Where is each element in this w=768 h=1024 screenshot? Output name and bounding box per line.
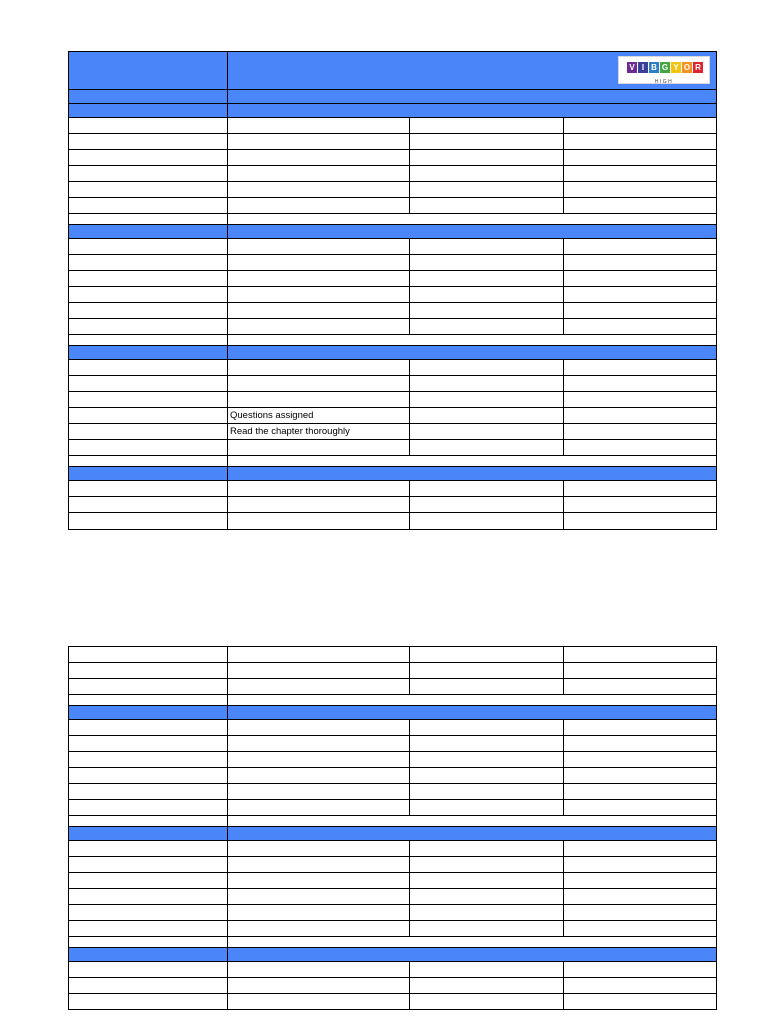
table-row bbox=[69, 319, 716, 335]
table-row bbox=[69, 978, 716, 994]
planner-sheet-1 bbox=[68, 51, 717, 530]
table-row bbox=[69, 873, 716, 889]
logo-letter-r: R bbox=[693, 62, 703, 73]
table-row bbox=[69, 994, 716, 1010]
spacer-row bbox=[69, 456, 716, 467]
table-row bbox=[69, 962, 716, 978]
table-row bbox=[69, 440, 716, 456]
logo-letter-o: O bbox=[683, 63, 691, 72]
table-row bbox=[69, 663, 716, 679]
table-row bbox=[69, 255, 716, 271]
table-row bbox=[69, 424, 716, 440]
logo-letter-g: G bbox=[661, 63, 669, 72]
spacer-row bbox=[69, 937, 716, 948]
spacer-row bbox=[69, 335, 716, 346]
spacer-row bbox=[69, 214, 716, 225]
table-row bbox=[69, 271, 716, 287]
table-row bbox=[69, 376, 716, 392]
table-row bbox=[69, 182, 716, 198]
table-row bbox=[69, 198, 716, 214]
table-row bbox=[69, 513, 716, 529]
table-row bbox=[69, 287, 716, 303]
header-cell-right bbox=[228, 52, 716, 89]
table-row bbox=[69, 857, 716, 873]
table-row bbox=[69, 647, 716, 663]
table-row bbox=[69, 720, 716, 736]
task-cell[interactable]: Questions assigned bbox=[228, 408, 410, 423]
table-row bbox=[69, 784, 716, 800]
section-header-row bbox=[69, 467, 716, 481]
table-row bbox=[69, 679, 716, 695]
table-row bbox=[69, 481, 716, 497]
table-row bbox=[69, 303, 716, 319]
table-row bbox=[69, 905, 716, 921]
logo-letter-v: V bbox=[627, 62, 637, 73]
table-row bbox=[69, 752, 716, 768]
section-header-row bbox=[69, 225, 716, 239]
table-row bbox=[69, 392, 716, 408]
spacer-row bbox=[69, 816, 716, 827]
section-header-row bbox=[69, 827, 716, 841]
table-row bbox=[69, 150, 716, 166]
logo-letter-y: Y bbox=[671, 62, 681, 73]
table-row bbox=[69, 889, 716, 905]
table-row bbox=[69, 497, 716, 513]
task-cell[interactable]: Read the chapter thoroughly bbox=[228, 424, 410, 439]
logo-letter-b: B bbox=[649, 62, 659, 73]
table-row bbox=[69, 768, 716, 784]
table-row bbox=[69, 841, 716, 857]
logo-letters bbox=[627, 62, 703, 73]
table-row bbox=[69, 800, 716, 816]
logo-subtitle: HIGH bbox=[654, 79, 674, 85]
spacer-row bbox=[69, 695, 716, 706]
section-header-row bbox=[69, 948, 716, 962]
title-header-row bbox=[69, 52, 716, 90]
table-row bbox=[69, 921, 716, 937]
logo-letter-i: I bbox=[638, 62, 648, 73]
table-row bbox=[69, 134, 716, 150]
planner-sheet-2 bbox=[68, 646, 717, 1010]
section-header-row bbox=[69, 706, 716, 720]
vibgyor-high-logo bbox=[618, 56, 710, 84]
section-header-row bbox=[69, 104, 716, 118]
table-row bbox=[69, 239, 716, 255]
table-row bbox=[69, 166, 716, 182]
table-row bbox=[69, 408, 716, 424]
subheader-row bbox=[69, 90, 716, 104]
table-row bbox=[69, 360, 716, 376]
table-row bbox=[69, 736, 716, 752]
section-header-row bbox=[69, 346, 716, 360]
table-row bbox=[69, 118, 716, 134]
header-cell-left bbox=[69, 52, 228, 89]
